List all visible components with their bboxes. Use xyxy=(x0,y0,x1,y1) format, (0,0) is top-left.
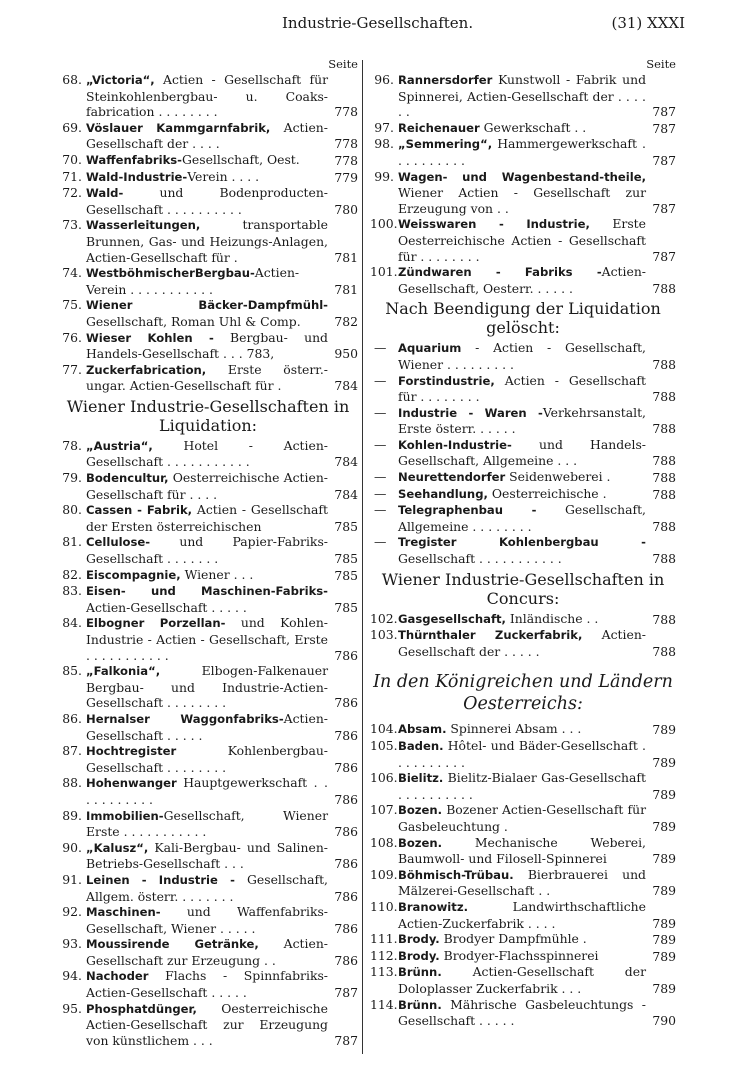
entry-name: „Falkonia“, xyxy=(86,664,161,679)
entry-description: Oesterreichische . xyxy=(487,485,607,501)
entry-page: 787 xyxy=(652,200,676,216)
index-entry xyxy=(58,297,358,329)
entry-page: 788 xyxy=(652,551,676,567)
right-entry-list-concurs xyxy=(370,611,676,660)
entry-name: Immobilien- xyxy=(86,808,164,823)
entry-name: Elbogner Porzellan- xyxy=(86,616,226,631)
entry-name: Aquarium xyxy=(398,341,462,356)
entry-number: 76. xyxy=(62,329,82,345)
entry-page: 780 xyxy=(334,201,358,217)
entry-name: Bielitz. xyxy=(398,771,444,786)
index-entry xyxy=(58,362,358,394)
entry-name: Wieser Kohlen - xyxy=(86,330,214,345)
entry-name: Moussirende Getränke, xyxy=(86,937,259,952)
entry-page: 786 xyxy=(334,856,358,872)
entry-name: Nachoder xyxy=(86,969,149,984)
entry-page: 786 xyxy=(334,759,358,775)
entry-number: 69. xyxy=(62,119,82,135)
index-entry xyxy=(58,936,358,968)
index-entry xyxy=(370,469,676,486)
entry-description: Actien-Gesellschaft . . . . . xyxy=(86,710,328,743)
index-entry xyxy=(58,185,358,217)
entry-name: „Austria“, xyxy=(86,438,153,453)
entry-page: 778 xyxy=(334,152,358,168)
index-entry xyxy=(370,534,676,566)
entry-name: Bozen. xyxy=(398,835,443,850)
entry-description: und Waffenfabriks-Gesellschaft, Wiener . . . . . xyxy=(86,904,328,936)
index-entry xyxy=(370,899,676,931)
seite-label: Seite xyxy=(328,57,358,71)
entry-description: und Papier-Fabriks-Gesellschaft . . . . . . . xyxy=(86,534,328,567)
entry-number: 110. xyxy=(370,898,398,914)
entry-name: Neurettendorfer xyxy=(398,470,506,485)
entry-page: 787 xyxy=(334,1032,358,1048)
entry-number: 80. xyxy=(62,502,82,518)
entry-description: Landwirthschaftliche Actien-Zuckerfabrik . . . . xyxy=(398,898,646,931)
entry-name: Maschinen- xyxy=(86,905,161,920)
index-entry xyxy=(370,169,676,217)
entry-name: Weisswaren - Industrie, xyxy=(398,217,590,232)
entry-name: WestböhmischerBergbau- xyxy=(86,266,255,281)
entry-description: Wiener . . . xyxy=(180,566,254,582)
entry-number: 108. xyxy=(370,834,398,850)
index-entry xyxy=(370,216,676,264)
entry-name: Telegraphenbau - xyxy=(398,503,537,518)
entry-page: 789 xyxy=(652,915,676,931)
entry-description: Gesellschaft, Allgem. österr. . . . . . . . xyxy=(86,871,328,904)
entry-name: Rannersdorfer xyxy=(398,73,493,87)
entry-number: 84. xyxy=(62,615,82,631)
index-entry xyxy=(58,152,358,169)
entry-name: Absam. xyxy=(398,722,447,737)
entry-name: Industrie - Waren - xyxy=(398,405,543,420)
index-entry xyxy=(370,931,676,948)
entry-name: Baden. xyxy=(398,739,444,753)
entry-page: 782 xyxy=(334,313,358,329)
right-dash-list xyxy=(370,340,676,566)
entry-number: 85. xyxy=(62,663,82,679)
index-entry xyxy=(370,136,676,168)
entry-number: 92. xyxy=(62,904,82,920)
entry-number: 86. xyxy=(62,710,82,726)
entry-page: 786 xyxy=(334,695,358,711)
entry-page: 788 xyxy=(652,280,676,296)
entry-page: 789 xyxy=(652,786,676,802)
entry-name: Bozen. xyxy=(398,803,443,818)
entry-name: Eisen- und Maschinen-Fabriks- xyxy=(86,584,328,599)
entry-number: 71. xyxy=(62,168,82,184)
page-header xyxy=(0,12,733,34)
entry-name: Brody. xyxy=(398,932,440,947)
index-entry xyxy=(58,968,358,1000)
entry-description: Actien - Gesellschaft der Ersten österreichischen xyxy=(86,502,328,534)
entry-number: 91. xyxy=(62,871,82,887)
entry-number: 98. xyxy=(374,136,394,152)
entry-name: Cellulose- xyxy=(86,535,151,550)
entry-number: 72. xyxy=(62,185,82,201)
entry-page: 789 xyxy=(652,754,676,770)
index-entry xyxy=(58,775,358,807)
index-entry xyxy=(58,502,358,534)
index-entry xyxy=(370,627,676,659)
entry-number: 107. xyxy=(370,802,398,818)
entry-description: Kohlenbergbau-Gesellschaft . . . . . . . . xyxy=(86,743,328,775)
entry-number: 101. xyxy=(370,264,398,280)
entry-name: Bodencultur, xyxy=(86,471,169,486)
page-number: (31) XXXI xyxy=(611,14,685,32)
entry-name: Hohenwanger xyxy=(86,776,177,791)
index-entry xyxy=(58,217,358,265)
entry-page: 784 xyxy=(334,486,358,502)
entry-description: Oesterreichische Actien-Gesellschaft für . . . . xyxy=(86,470,328,502)
entry-name: Leinen - Industrie - xyxy=(86,872,235,887)
entry-number: 90. xyxy=(62,839,82,855)
entry-name: Tregister Kohlenbergbau - xyxy=(398,535,646,550)
entry-dash: — xyxy=(374,485,387,501)
entry-page: 789 xyxy=(652,883,676,899)
index-entry xyxy=(370,802,676,834)
entry-description: Wiener Actien - Gesellschaft zur Erzeugung von . . xyxy=(398,185,646,216)
entry-name: Brünn. xyxy=(398,997,442,1012)
index-entry xyxy=(370,340,676,372)
entry-number: 77. xyxy=(62,361,82,377)
right-column xyxy=(370,56,676,1060)
left-column xyxy=(58,56,358,1060)
entry-description: Actien-Gesellschaft der . . . . xyxy=(86,119,328,152)
entry-number: 112. xyxy=(370,947,398,963)
entry-name: Zuckerfabrication, xyxy=(86,362,207,377)
index-entry xyxy=(370,964,676,996)
entry-number: 111. xyxy=(370,931,398,947)
entry-description: Elbogen-Falkenauer Bergbau- und Industrie-Actien-Gesellschaft . . . . . . . . xyxy=(86,663,328,711)
entry-page: 788 xyxy=(652,486,676,502)
entry-page: 785 xyxy=(334,551,358,567)
index-entry xyxy=(370,405,676,437)
entry-name: Brody. xyxy=(398,948,440,963)
index-entry xyxy=(370,867,676,899)
entry-number: 79. xyxy=(62,470,82,486)
entry-description: Kali-Bergbau- und Salinen-Betriebs-Gesellschaft . . . xyxy=(86,839,328,872)
entry-name: Vöslauer Kammgarnfabrik, xyxy=(86,120,271,135)
right-entry-list xyxy=(370,72,676,296)
entry-number: 83. xyxy=(62,583,82,599)
entry-page: 781 xyxy=(334,249,358,265)
entry-name: Wiener Bäcker-Dampfmühl- xyxy=(86,298,328,313)
index-entry xyxy=(370,835,676,867)
section-heading-geloescht: Nach Beendigung der Liquidation gelöscht: xyxy=(385,299,661,338)
section-heading-liquidation: Wiener Industrie-Gesellschaften in Liquidation: xyxy=(66,396,350,435)
entry-number: 68. xyxy=(62,72,82,87)
index-entry xyxy=(370,738,676,770)
entry-page: 950 xyxy=(334,346,358,362)
entry-dash: — xyxy=(374,502,387,518)
index-entry xyxy=(58,711,358,743)
entry-description: Actien-Gesellschaft der . . . . . xyxy=(398,627,646,659)
entry-description: - Actien - Gesellschaft, Wiener . . . . . . . . . xyxy=(398,340,646,372)
index-entry xyxy=(58,615,358,663)
entry-page: 786 xyxy=(334,920,358,936)
entry-number: 95. xyxy=(62,1000,82,1016)
entry-number: 100. xyxy=(370,216,398,232)
entry-dash: — xyxy=(374,404,387,420)
entry-page: 788 xyxy=(652,470,676,486)
entry-name: Cassen - Fabrik, xyxy=(86,503,193,518)
index-entry xyxy=(370,72,676,120)
entry-description: Verkehrsanstalt, Erste österr. . . . . . xyxy=(398,404,646,437)
entry-number: 99. xyxy=(374,168,394,184)
entry-page: 788 xyxy=(652,643,676,659)
entry-dash: — xyxy=(374,469,387,485)
entry-description: Hotel - Actien- Gesellschaft . . . . . . . . . . . xyxy=(86,437,328,470)
entry-page: 788 xyxy=(652,356,676,372)
index-entry xyxy=(58,872,358,904)
entry-description: Erste österr.-ungar. Actien-Gesellschaft für . xyxy=(86,361,328,394)
entry-description: transportable Brunnen, Gas- und Heizungs-Anlagen, Actien-Gesellschaft für . xyxy=(86,217,328,265)
entry-page: 781 xyxy=(334,281,358,297)
entry-description: Brodyer Dampfmühle . xyxy=(439,931,587,947)
entry-page: 787 xyxy=(652,104,676,120)
entry-page: 778 xyxy=(334,104,358,120)
index-entry xyxy=(58,663,358,711)
entry-number: 114. xyxy=(370,996,398,1012)
index-entry xyxy=(58,330,358,362)
entry-description: Verein . . . . xyxy=(187,168,260,184)
entry-page: 787 xyxy=(334,985,358,1001)
entry-description: Actien-Gesellschaft zur Erzeugung . . xyxy=(86,936,328,968)
index-entry xyxy=(370,611,676,628)
entry-number: 78. xyxy=(62,437,82,453)
entry-number: 73. xyxy=(62,217,82,233)
entry-description: Erste Oesterreichische Actien - Gesellschaft für . . . . . . . . xyxy=(398,216,646,264)
entry-description: Hammergewerkschaft . . . . . . . . . . xyxy=(398,136,646,168)
index-entry xyxy=(58,840,358,872)
entry-page: 787 xyxy=(652,152,676,168)
entry-dash: — xyxy=(374,340,387,356)
entry-name: „Victoria“, xyxy=(86,73,155,87)
entry-number: 113. xyxy=(370,964,398,980)
entry-name: Phosphatdünger, xyxy=(86,1001,197,1016)
entry-page: 788 xyxy=(652,518,676,534)
entry-page: 787 xyxy=(652,248,676,264)
seite-label: Seite xyxy=(646,57,676,71)
entry-number: 105. xyxy=(370,738,398,753)
entry-number: 81. xyxy=(62,534,82,550)
entry-description: Gesellschaft . . . . . . . . . . . xyxy=(398,551,562,567)
entry-number: 103. xyxy=(370,627,398,643)
entry-name: Wagen- und Wagenbestand-theile, xyxy=(398,169,646,184)
entry-name: „Semmering“, xyxy=(398,137,493,152)
entry-dash: — xyxy=(374,436,387,452)
entry-page: 787 xyxy=(652,120,676,136)
entry-description: und Handels-Gesellschaft, Allgemeine . . . xyxy=(398,436,646,469)
entry-description: Actien-Gesellschaft der Doloplasser Zuckerfabrik . . . xyxy=(398,964,646,996)
entry-description: Mährische Gasbeleuchtungs - Gesellschaft . . . . . xyxy=(398,996,646,1029)
index-entry xyxy=(58,265,358,297)
entry-description: Oesterreichische Actien-Gesellschaft zur Erzeugung von künstlichem . . . xyxy=(86,1000,328,1048)
right-entry-list-laender xyxy=(370,721,676,1028)
entry-number: 102. xyxy=(370,610,398,626)
entry-description: Actien - Gesellschaft für . . . . . . . . xyxy=(398,372,646,405)
entry-dash: — xyxy=(374,534,387,550)
entry-name: Forstindustrie, xyxy=(398,373,495,388)
index-entry xyxy=(58,743,358,775)
index-entry xyxy=(58,583,358,615)
index-entry xyxy=(58,169,358,186)
entry-name: Waffenfabriks- xyxy=(86,152,182,167)
left-entry-list xyxy=(58,72,358,394)
entry-description: Actien-Gesellschaft . . . . . xyxy=(86,599,247,615)
entry-page: 789 xyxy=(652,948,676,964)
section-heading-concurs: Wiener Industrie-Gesellschaften in Concurs: xyxy=(381,569,665,608)
index-entry xyxy=(370,721,676,738)
entry-description: Bielitz-Bialaer Gas-Gesellschaft . . . . . . . . . . xyxy=(398,770,646,802)
entry-description: Spinnerei Absam . . . xyxy=(446,721,582,737)
entry-description: Brodyer-Flachsspinnerei xyxy=(439,947,599,963)
entry-page: 786 xyxy=(334,727,358,743)
entry-number: 82. xyxy=(62,566,82,582)
running-title: Industrie-Gesellschaften. xyxy=(282,14,474,32)
index-entry xyxy=(58,470,358,502)
entry-description: Gesellschaft, Allgemeine . . . . . . . . xyxy=(398,502,646,534)
index-entry xyxy=(370,264,676,296)
entry-description: Gesellschaft, Wiener Erste . . . . . . . . . . . xyxy=(86,807,328,840)
entry-page: 785 xyxy=(334,518,358,534)
entry-name: Gasgesellschaft, xyxy=(398,611,506,626)
entry-number: 88. xyxy=(62,775,82,791)
entry-name: Wasserleitungen, xyxy=(86,218,201,233)
entry-description: Actien-Verein . . . . . . . . . . . xyxy=(86,265,300,297)
index-entry xyxy=(58,534,358,566)
entry-description: Bergbau- und Handels-Gesellschaft . . . 783, xyxy=(86,329,328,362)
entry-description: Flachs - Spinnfabriks-Actien-Gesellschaft . . . . . xyxy=(86,968,328,1001)
entry-page: 786 xyxy=(334,824,358,840)
entry-page: 789 xyxy=(652,722,676,738)
index-entry xyxy=(58,72,358,120)
entry-number: 94. xyxy=(62,968,82,984)
index-entry xyxy=(58,808,358,840)
entry-page: 789 xyxy=(652,932,676,948)
entry-description: Gesellschaft, Roman Uhl & Comp. xyxy=(86,313,301,329)
section-heading-laender: In den Königreichen und Ländern Oesterreichs: xyxy=(373,672,673,715)
entry-page: 784 xyxy=(334,378,358,394)
entry-page: 788 xyxy=(652,611,676,627)
entry-number: 70. xyxy=(62,151,82,167)
entry-page: 786 xyxy=(334,952,358,968)
entry-number: 75. xyxy=(62,297,82,313)
column-divider xyxy=(362,60,363,1054)
entry-description: und Bodenproducten-Gesellschaft . . . . . . . . . . xyxy=(86,185,328,217)
entry-name: „Kalusz“, xyxy=(86,840,149,855)
entry-page: 788 xyxy=(652,389,676,405)
entry-description: Kunstwoll - Fabrik und Spinnerei, Actien-Gesellschaft der . . . . . . xyxy=(398,72,646,120)
index-entry xyxy=(370,373,676,405)
entry-page: 785 xyxy=(334,567,358,583)
entry-name: Kohlen-Industrie- xyxy=(398,437,512,452)
entry-description: Hôtel- und Bäder-Gesellschaft . . . . . . . . . . xyxy=(398,738,646,770)
entry-description: und Kohlen-Industrie - Actien - Gesellschaft, Erste . . . . . . . . . . . xyxy=(86,615,328,663)
index-entry xyxy=(370,120,676,137)
entry-description: Hauptgewerkschaft . . . . . . . . . . . xyxy=(86,775,328,807)
entry-page: 786 xyxy=(334,888,358,904)
entry-name: Brünn. xyxy=(398,965,442,980)
entry-description: Seidenweberei . xyxy=(505,469,611,485)
entry-dash: — xyxy=(374,372,387,388)
entry-name: Zündwaren - Fabriks - xyxy=(398,265,602,280)
entry-page: 785 xyxy=(334,599,358,615)
index-entry xyxy=(370,437,676,469)
index-entry xyxy=(58,438,358,470)
entry-page: 786 xyxy=(334,791,358,807)
entry-name: Böhmisch-Trübau. xyxy=(398,867,514,882)
entry-page: 788 xyxy=(652,453,676,469)
entry-page: 778 xyxy=(334,136,358,152)
entry-page: 788 xyxy=(652,421,676,437)
index-entry xyxy=(370,770,676,802)
index-entry xyxy=(370,948,676,965)
entry-page: 786 xyxy=(334,647,358,663)
entry-number: 106. xyxy=(370,770,398,786)
index-entry xyxy=(58,904,358,936)
index-entry xyxy=(58,120,358,152)
index-entry xyxy=(370,502,676,534)
entry-description: Gewerkschaft . . xyxy=(479,119,587,135)
entry-page: 789 xyxy=(652,818,676,834)
entry-description: Actien - Gesellschaft für Steinkohlenbergbau- u. Coaks-fabrication . . . . . . . . xyxy=(86,72,328,120)
entry-name: Wald-Industrie- xyxy=(86,169,188,184)
entry-name: Hernalser Waggonfabriks- xyxy=(86,711,284,726)
entry-page: 784 xyxy=(334,454,358,470)
entry-page: 789 xyxy=(652,851,676,867)
entry-description: Gesellschaft, Oest. xyxy=(182,151,300,167)
entry-page: 789 xyxy=(652,980,676,996)
entry-description: Inländische . . xyxy=(505,610,599,626)
entry-description: Mechanische Weberei, Baumwoll- und Filosell-Spinnerei xyxy=(398,834,646,867)
entry-number: 74. xyxy=(62,265,82,281)
entry-name: Wald- xyxy=(86,186,124,201)
entry-name: Branowitz. xyxy=(398,899,468,914)
entry-number: 109. xyxy=(370,866,398,882)
index-entry xyxy=(58,1001,358,1049)
index-entry xyxy=(58,567,358,584)
entry-description: Bierbrauerei und Mälzerei-Gesellschaft . . xyxy=(398,866,646,899)
entry-name: Thürnthaler Zuckerfabrik, xyxy=(398,628,583,643)
entry-number: 87. xyxy=(62,743,82,759)
index-entry xyxy=(370,486,676,503)
entry-description: Actien-Gesellschaft, Oesterr. . . . . . xyxy=(398,264,646,296)
entry-name: Seehandlung, xyxy=(398,486,488,501)
entry-number: 93. xyxy=(62,936,82,952)
entry-number: 97. xyxy=(374,119,394,135)
entry-page: 779 xyxy=(334,169,358,185)
entry-name: Eiscompagnie, xyxy=(86,567,181,582)
entry-page: 790 xyxy=(652,1013,676,1029)
left-entry-list-liquidation xyxy=(58,438,358,1049)
entry-number: 89. xyxy=(62,807,82,823)
entry-name: Hochtregister xyxy=(86,744,177,759)
entry-number: 104. xyxy=(370,721,398,737)
entry-description: Bozener Actien-Gesellschaft für Gasbeleuchtung . xyxy=(398,802,646,834)
entry-number: 96. xyxy=(374,72,394,87)
entry-name: Reichenauer xyxy=(398,120,480,135)
index-entry xyxy=(370,997,676,1029)
